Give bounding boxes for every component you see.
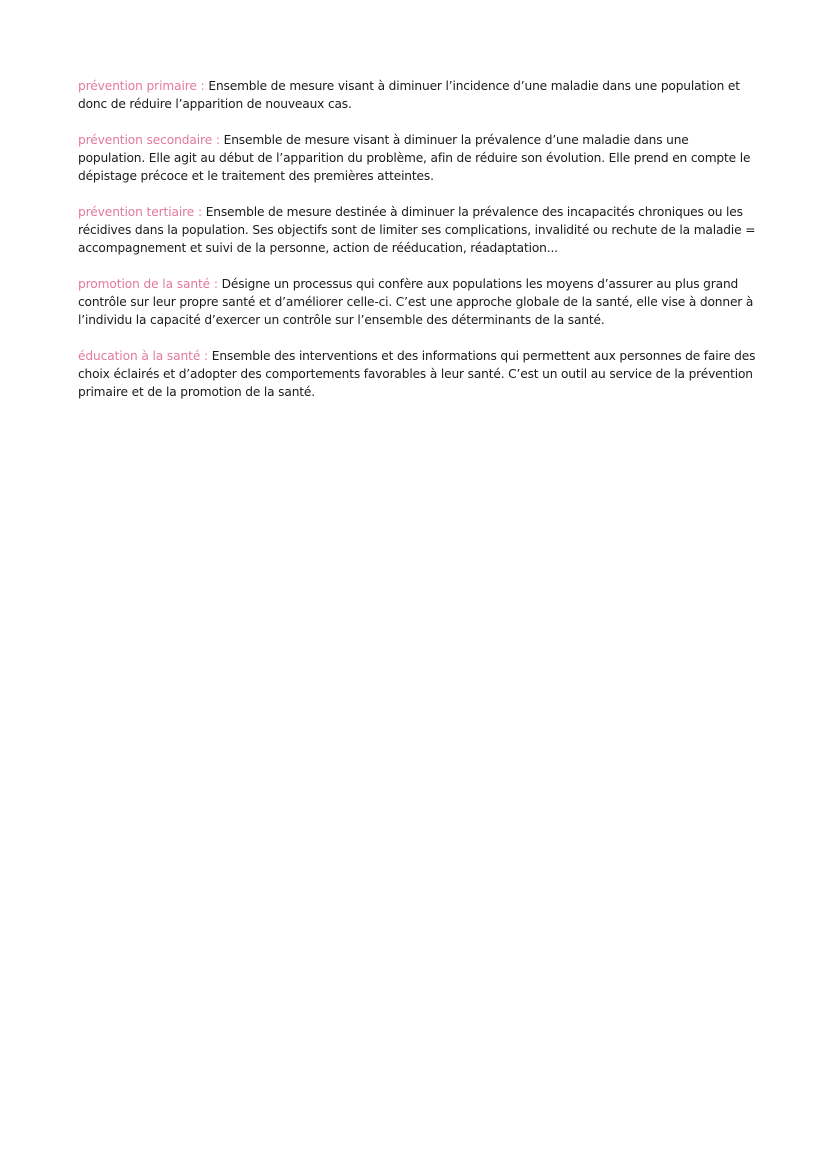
definition-term: prévention secondaire :	[78, 133, 224, 147]
definition-text: Ensemble des interventions et des informations qui permettent aux personnes de faire des choix éclairés et d’adopter des comportements favorables à leur santé. C’est un outil au service de la prévention primaire et de la promotion de la santé.	[78, 349, 756, 399]
definition-promotion-sante	[78, 275, 758, 329]
definition-text: Ensemble de mesure visant à diminuer la prévalence d’une maladie dans une population. Elle agit au début de l’apparition du problème, afin de réduire son évolution. Elle prend en compte le dépistage précoce et le traitement des premières atteintes.	[78, 133, 751, 183]
definition-prevention-tertiaire	[78, 203, 758, 257]
definition-term: prévention tertiaire :	[78, 205, 206, 219]
definition-prevention-secondaire	[78, 131, 758, 185]
definition-term: prévention primaire :	[78, 79, 209, 93]
definition-text: Ensemble de mesure destinée à diminuer la prévalence des incapacités chroniques ou les récidives dans la population. Ses objectifs sont de limiter ses complications, invalidité ou rechute de la maladie = accompagnement et suivi de la personne, action de rééducation, réadaptation...	[78, 205, 756, 255]
document-page	[78, 77, 758, 419]
definition-term: promotion de la santé :	[78, 277, 222, 291]
definition-prevention-primaire	[78, 77, 758, 113]
definition-text: Ensemble de mesure visant à diminuer l’incidence d’une maladie dans une population et donc de réduire l’apparition de nouveaux cas.	[78, 79, 740, 111]
definition-education-sante	[78, 347, 758, 401]
definition-text: Désigne un processus qui confère aux populations les moyens d’assurer au plus grand contrôle sur leur propre santé et d’améliorer celle-ci. C’est une approche globale de la santé, elle vise à donner à l’individu la capacité d’exercer un contrôle sur l’ensemble des déterminants de la santé.	[78, 277, 754, 327]
definition-term: éducation à la santé :	[78, 349, 212, 363]
